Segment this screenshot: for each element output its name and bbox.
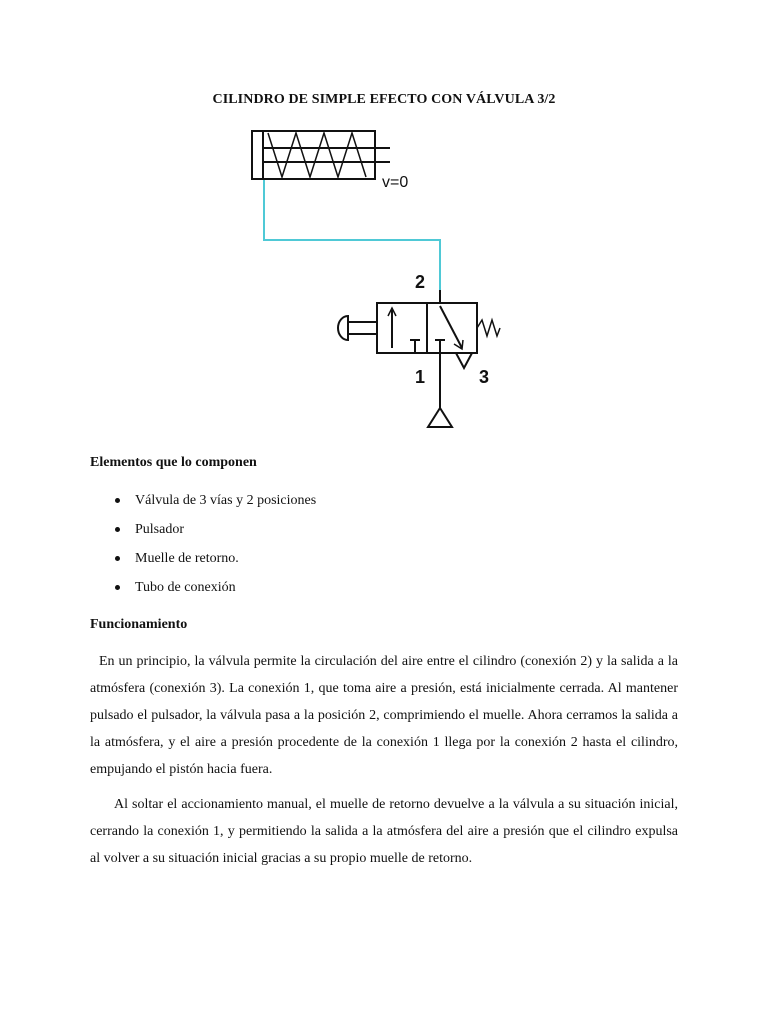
list-item: Pulsador	[90, 515, 316, 544]
list-item: Tubo de conexión	[90, 573, 316, 602]
pneumatic-circuit-diagram	[230, 120, 520, 435]
velocity-label: v=0	[382, 174, 409, 191]
port-3-label: 3	[479, 367, 490, 387]
components-list	[90, 486, 316, 602]
list-item: Muelle de retorno.	[90, 544, 316, 573]
cylinder-spring	[268, 133, 366, 177]
components-heading: Elementos que lo componen	[90, 455, 257, 470]
port-1-label: 1	[415, 367, 426, 387]
valve-3-2	[338, 290, 500, 427]
operation-heading: Funcionamiento	[90, 617, 188, 632]
pressure-source-icon	[428, 408, 452, 427]
pushbutton-icon	[338, 316, 348, 340]
list-item: Válvula de 3 vías y 2 posiciones	[90, 486, 316, 515]
connection-tube	[264, 180, 440, 290]
single-acting-cylinder	[252, 131, 390, 179]
document-title: CILINDRO DE SIMPLE EFECTO CON VÁLVULA 3/2	[212, 92, 556, 107]
return-spring	[477, 320, 500, 336]
port-2-label: 2	[415, 272, 426, 292]
operation-paragraph-2: Al soltar el accionamiento manual, el muelle de retorno devuelve a la válvula a su situación inicial, cerrando la conexión 1, y permitiendo la salida a la atmósfera del aire a presión que el cilindro expulsa al volver a su situación inicial gracias a su propio muelle de retorno.	[90, 797, 678, 866]
operation-paragraph-1: En un principio, la válvula permite la circulación del aire entre el cilindro (conexión 2) y la salida a la atmósfera (conexión 3). La conexión 1, que toma aire a presión, está inicialmente cerrada. Al mantener pulsado el pulsador, la válvula pasa a la posición 2, comprimiendo el muelle. Ahora cerramos la salida a la atmósfera, y el aire a presión procedente de la conexión 1 llega por la conexión 2 hasta el cilindro, empujando el pistón hacia fuera.	[90, 654, 678, 777]
